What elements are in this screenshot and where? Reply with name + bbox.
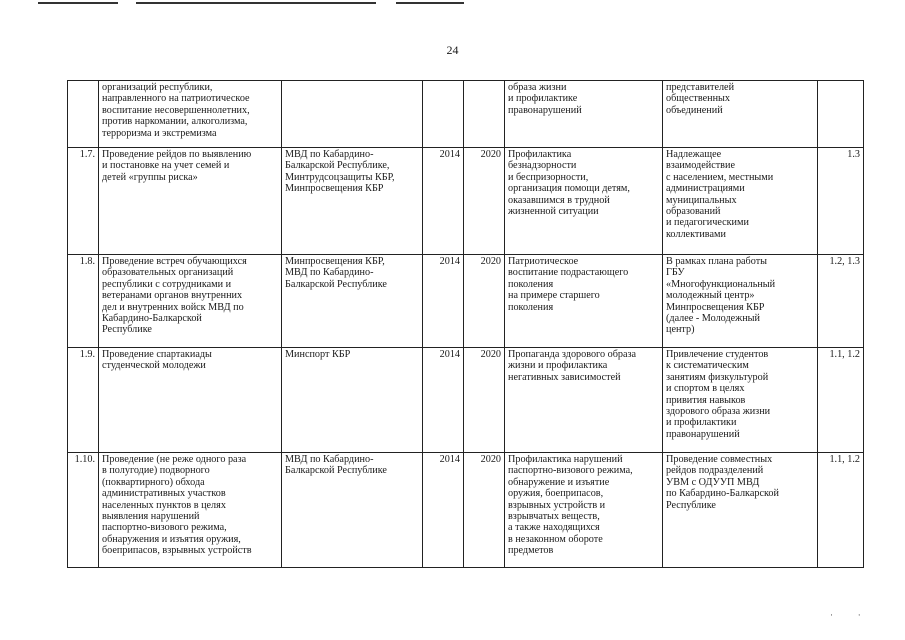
- end-year-cell: 2020: [464, 255, 505, 348]
- start-year-cell: 2014: [423, 255, 464, 348]
- indicator-cell: 1.1, 1.2: [818, 348, 864, 453]
- result-cell: Патриотическое воспитание подрастающего поколения на примере старшего поколения: [505, 255, 663, 348]
- row-number: [68, 81, 99, 148]
- row-number: 1.10.: [68, 453, 99, 568]
- event-cell: Проведение встреч обучающихся образовательных организаций республики с сотрудниками и ветеранами органов внутренних дел и внутренних войск МВД по Кабардино-Балкарской Республике: [99, 255, 282, 348]
- mechanism-cell: представителей общественных объединений: [663, 81, 818, 148]
- mechanism-cell: Привлечение студентов к систематическим занятиям физкультурой и спортом в целях привития навыков здорового образа жизни и профилактики правонарушений: [663, 348, 818, 453]
- indicator-cell: 1.2, 1.3: [818, 255, 864, 348]
- start-year-cell: 2014: [423, 453, 464, 568]
- indicator-cell: 1.3: [818, 148, 864, 255]
- end-year-cell: 2020: [464, 453, 505, 568]
- table-row: [68, 148, 864, 255]
- indicator-cell: [818, 81, 864, 148]
- start-year-cell: 2014: [423, 148, 464, 255]
- result-cell: Пропаганда здорового образа жизни и профилактика негативных зависимостей: [505, 348, 663, 453]
- end-year-cell: 2020: [464, 148, 505, 255]
- table-row: [68, 348, 864, 453]
- start-year-cell: [423, 81, 464, 148]
- header-rule: [136, 2, 376, 4]
- event-cell: Проведение спартакиады студенческой молодежи: [99, 348, 282, 453]
- executor-cell: Минспорт КБР: [282, 348, 423, 453]
- page-number: 24: [446, 43, 459, 57]
- indicator-cell: 1.1, 1.2: [818, 453, 864, 568]
- result-cell: Профилактика нарушений паспортно-визового режима, обнаружение и изъятие оружия, боеприпасов, взрывных устройств и взрывчатых веществ, а также находящихся в незаконном обороте предметов: [505, 453, 663, 568]
- scan-specks: · ·: [830, 610, 861, 620]
- executor-cell: МВД по Кабардино- Балкарской Республике: [282, 453, 423, 568]
- executor-cell: Минпросвещения КБР, МВД по Кабардино- Балкарской Республике: [282, 255, 423, 348]
- row-number: 1.8.: [68, 255, 99, 348]
- start-year-cell: 2014: [423, 348, 464, 453]
- table-row: [68, 453, 864, 568]
- table-row: [68, 255, 864, 348]
- header-rule: [38, 2, 118, 4]
- event-cell: организаций республики, направленного на патриотическое воспитание несовершеннолетних, против наркомании, алкоголизма, терроризма и экстремизма: [99, 81, 282, 148]
- end-year-cell: 2020: [464, 348, 505, 453]
- row-number: 1.9.: [68, 348, 99, 453]
- mechanism-cell: В рамках плана работы ГБУ «Многофункциональный молодежный центр» Минпросвещения КБР (далее - Молодежный центр): [663, 255, 818, 348]
- event-cell: Проведение рейдов по выявлению и постановке на учет семей и детей «группы риска»: [99, 148, 282, 255]
- result-cell: Профилактика безнадзорности и беспризорности, организация помощи детям, оказавшимся в трудной жизненной ситуации: [505, 148, 663, 255]
- row-number: 1.7.: [68, 148, 99, 255]
- mechanism-cell: Проведение совместных рейдов подразделений УВМ с ОДУУП МВД по Кабардино-Балкарской Республике: [663, 453, 818, 568]
- table-row: [68, 81, 864, 148]
- executor-cell: МВД по Кабардино- Балкарской Республике, Минтрудсоцзащиты КБР, Минпросвещения КБР: [282, 148, 423, 255]
- result-cell: образа жизни и профилактике правонарушений: [505, 81, 663, 148]
- event-cell: Проведение (не реже одного раза в полугодие) подворного (поквартирного) обхода административных участков населенных пунктов в целях выявления нарушений паспортно-визового режима, обнаружения и изъятия оружия, боеприпасов, взрывных устройств: [99, 453, 282, 568]
- executor-cell: [282, 81, 423, 148]
- header-rule: [396, 2, 464, 4]
- end-year-cell: [464, 81, 505, 148]
- mechanism-cell: Надлежащее взаимодействие с населением, местными администрациями муниципальных образований и педагогическими коллективами: [663, 148, 818, 255]
- action-plan-table: [67, 80, 864, 568]
